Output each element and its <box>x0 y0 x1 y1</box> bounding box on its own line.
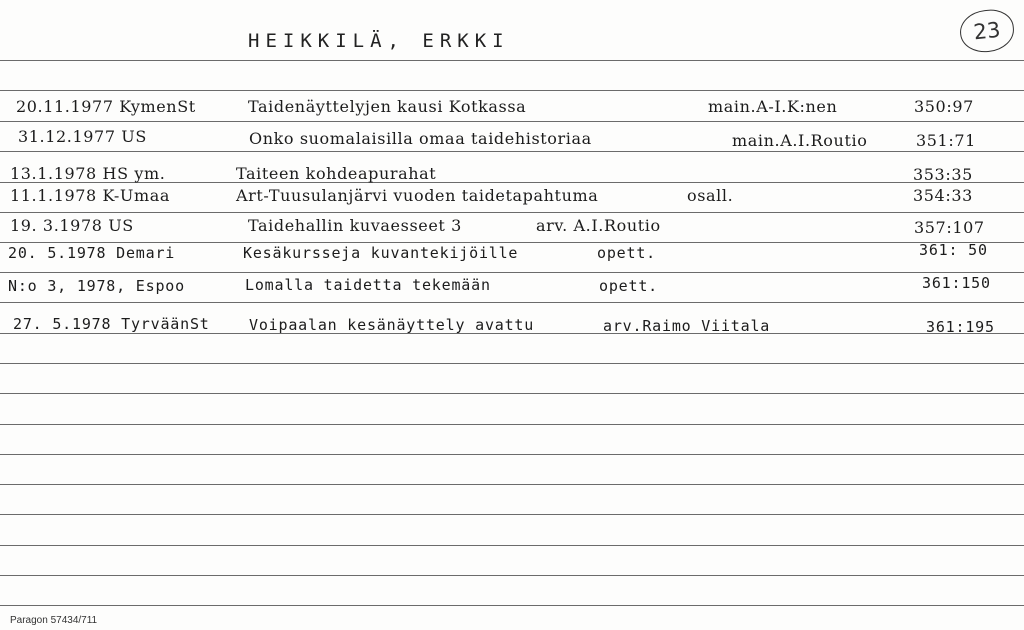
entry-title: Voipaalan kesänäyttely avattu <box>249 316 535 334</box>
card-number-circled: 23 <box>958 7 1016 54</box>
entry-date-source: N:o 3, 1978, Espoo <box>8 277 185 295</box>
entry-note: opett. <box>599 277 658 295</box>
ruled-line <box>0 121 1024 122</box>
entry-reference: 361: 50 <box>919 241 988 259</box>
entry-date-source: 20.11.1977 KymenSt <box>16 97 196 116</box>
printer-imprint: Paragon 57434/711 <box>10 615 98 626</box>
entry-title: Kesäkursseja kuvantekijöille <box>243 244 519 262</box>
ruled-line <box>0 454 1024 455</box>
entry-reference: 361:150 <box>922 274 991 292</box>
entry-reference: 351:71 <box>916 131 976 150</box>
ruled-line <box>0 363 1024 364</box>
entry-date-source: 31.12.1977 US <box>18 127 147 146</box>
entry-date-source: 13.1.1978 HS ym. <box>10 164 166 183</box>
card-heading-name: HEIKKILÄ, ERKKI <box>248 30 510 52</box>
entry-reference: 357:107 <box>914 218 985 237</box>
ruled-line <box>0 484 1024 485</box>
entry-note: main.A.I.Routio <box>732 131 868 150</box>
entry-title: Taiteen kohdeapurahat <box>236 164 437 183</box>
ruled-line <box>0 151 1024 152</box>
entry-note: arv.Raimo Viitala <box>603 317 771 335</box>
entry-title: Taidenäyttelyjen kausi Kotkassa <box>248 97 527 116</box>
ruled-line <box>0 605 1024 606</box>
entry-reference: 353:35 <box>913 165 973 184</box>
ruled-line <box>0 60 1024 61</box>
ruled-line <box>0 424 1024 425</box>
ruled-line <box>0 545 1024 546</box>
entry-reference: 350:97 <box>914 97 974 116</box>
ruled-line <box>0 302 1024 303</box>
ruled-line <box>0 272 1024 273</box>
entry-title: Art-Tuusulanjärvi vuoden taidetapahtuma <box>236 186 599 205</box>
ruled-line <box>0 242 1024 243</box>
ruled-line <box>0 514 1024 515</box>
entry-date-source: 19. 3.1978 US <box>10 216 134 235</box>
entry-date-source: 27. 5.1978 TyrväänSt <box>13 315 210 333</box>
ruled-line <box>0 393 1024 394</box>
entry-title: Onko suomalaisilla omaa taidehistoriaa <box>249 129 592 148</box>
ruled-line <box>0 212 1024 213</box>
entry-date-source: 11.1.1978 K-Umaa <box>10 186 171 205</box>
entry-note: opett. <box>597 244 656 262</box>
entry-reference: 361:195 <box>926 318 995 336</box>
ruled-line <box>0 575 1024 576</box>
entry-note: main.A-I.K:nen <box>708 97 838 116</box>
entry-date-source: 20. 5.1978 Demari <box>8 244 176 262</box>
entry-title: Lomalla taidetta tekemään <box>245 276 491 294</box>
entry-title: Taidehallin kuvaesseet 3 <box>248 216 462 235</box>
entry-note: arv. A.I.Routio <box>536 216 661 235</box>
entry-note: osall. <box>687 186 734 205</box>
entry-reference: 354:33 <box>913 186 973 205</box>
ruled-line <box>0 90 1024 91</box>
